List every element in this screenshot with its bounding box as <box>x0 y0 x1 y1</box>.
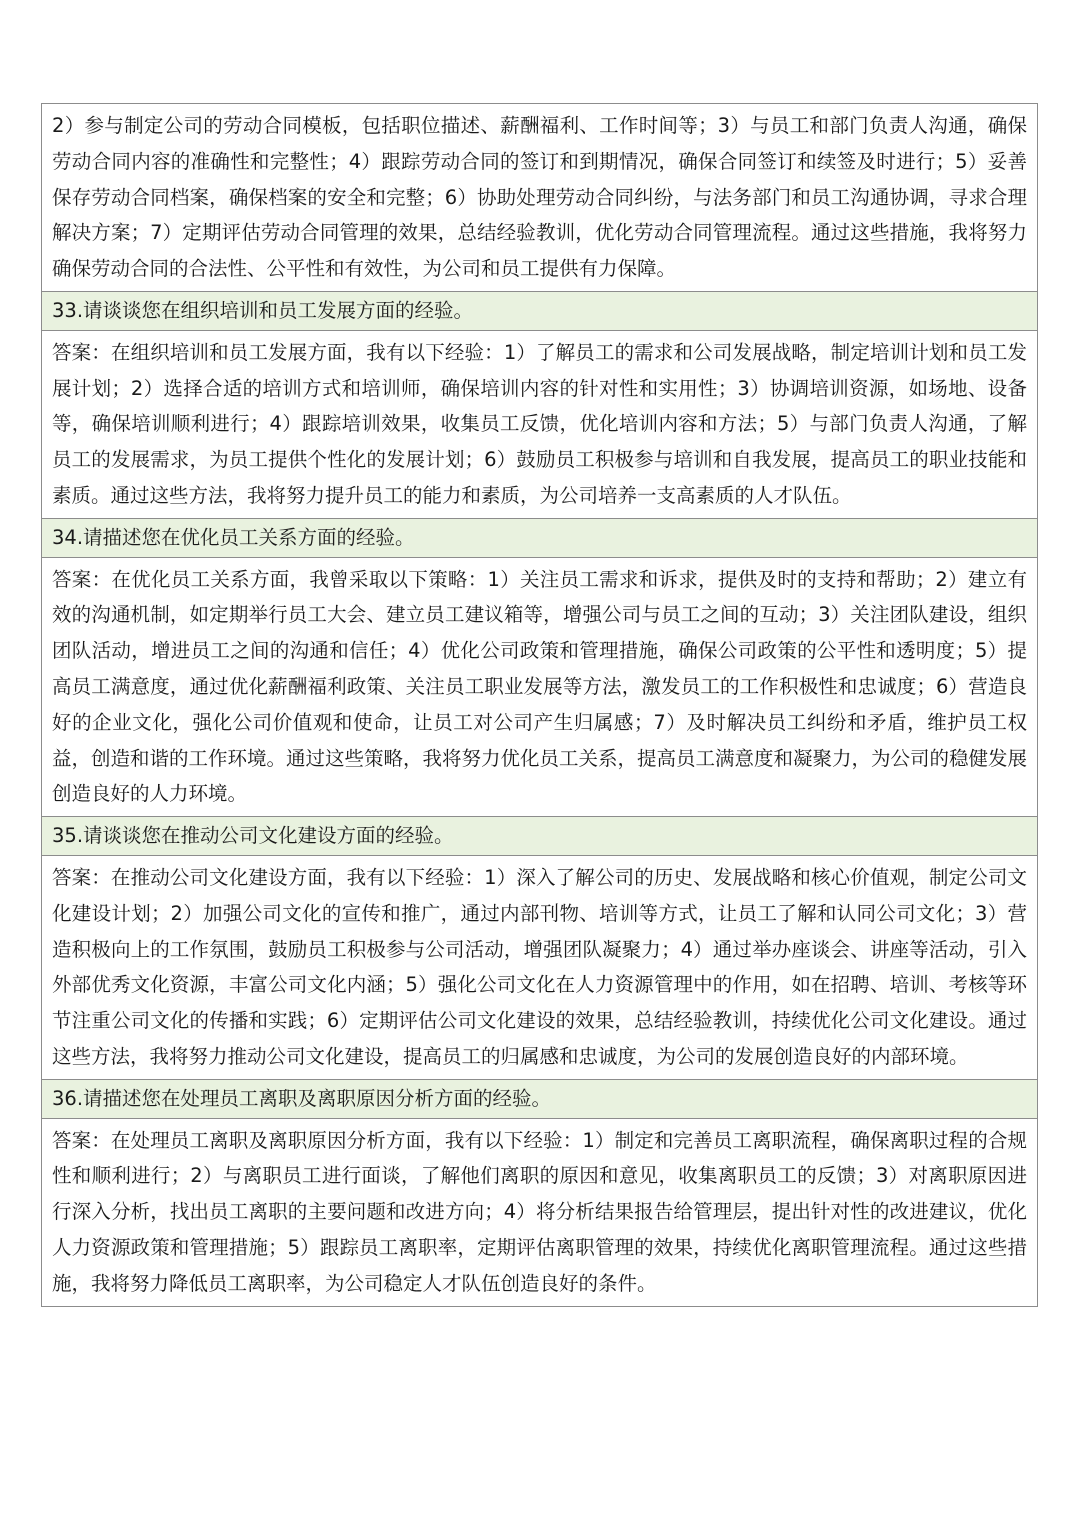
question-row-36 <box>42 1079 1038 1118</box>
qa-table <box>41 103 1038 1307</box>
answer-row-34 <box>42 557 1038 817</box>
question-text-35: 35.请谈谈您在推动公司文化建设方面的经验。 <box>42 817 1038 856</box>
question-row-35 <box>42 817 1038 856</box>
question-text-34: 34.请描述您在优化员工关系方面的经验。 <box>42 518 1038 557</box>
answer-text-32: 2）参与制定公司的劳动合同模板，包括职位描述、薪酬福利、工作时间等；3）与员工和部门负责人沟通，确保劳动合同内容的准确性和完整性；4）跟踪劳动合同的签订和到期情况，确保合同签订和续签及时进行；5）妥善保存劳动合同档案，确保档案的安全和完整；6）协助处理劳动合同纠纷，与法务部门和员工沟通协调，寻求合理解决方案；7）定期评估劳动合同管理的效果，总结经验教训，优化劳动合同管理流程。通过这些措施，我将努力确保劳动合同的合法性、公平性和有效性，为公司和员工提供有力保障。 <box>42 104 1038 292</box>
answer-row-35 <box>42 855 1038 1079</box>
answer-row-36 <box>42 1118 1038 1306</box>
answer-text-33: 答案：在组织培训和员工发展方面，我有以下经验：1）了解员工的需求和公司发展战略，制定培训计划和员工发展计划；2）选择合适的培训方式和培训师，确保培训内容的针对性和实用性；3）协调培训资源，如场地、设备等，确保培训顺利进行；4）跟踪培训效果，收集员工反馈，优化培训内容和方法；5）与部门负责人沟通，了解员工的发展需求，为员工提供个性化的发展计划；6）鼓励员工积极参与培训和自我发展，提高员工的职业技能和素质。通过这些方法，我将努力提升员工的能力和素质，为公司培养一支高素质的人才队伍。 <box>42 330 1038 518</box>
question-text-33: 33.请谈谈您在组织培训和员工发展方面的经验。 <box>42 291 1038 330</box>
answer-row-33 <box>42 330 1038 518</box>
answer-text-36: 答案：在处理员工离职及离职原因分析方面，我有以下经验：1）制定和完善员工离职流程，确保离职过程的合规性和顺利进行；2）与离职员工进行面谈，了解他们离职的原因和意见，收集离职员工的反馈；3）对离职原因进行深入分析，找出员工离职的主要问题和改进方向；4）将分析结果报告给管理层，提出针对性的改进建议，优化人力资源政策和管理措施；5）跟踪员工离职率，定期评估离职管理的效果，持续优化离职管理流程。通过这些措施，我将努力降低员工离职率，为公司稳定人才队伍创造良好的条件。 <box>42 1118 1038 1306</box>
answer-text-35: 答案：在推动公司文化建设方面，我有以下经验：1）深入了解公司的历史、发展战略和核心价值观，制定公司文化建设计划；2）加强公司文化的宣传和推广，通过内部刊物、培训等方式，让员工了解和认同公司文化；3）营造积极向上的工作氛围，鼓励员工积极参与公司活动，增强团队凝聚力；4）通过举办座谈会、讲座等活动，引入外部优秀文化资源，丰富公司文化内涵；5）强化公司文化在人力资源管理中的作用，如在招聘、培训、考核等环节注重公司文化的传播和实践；6）定期评估公司文化建设的效果，总结经验教训，持续优化公司文化建设。通过这些方法，我将努力推动公司文化建设，提高员工的归属感和忠诚度，为公司的发展创造良好的内部环境。 <box>42 855 1038 1079</box>
answer-text-34: 答案：在优化员工关系方面，我曾采取以下策略：1）关注员工需求和诉求，提供及时的支持和帮助；2）建立有效的沟通机制，如定期举行员工大会、建立员工建议箱等，增强公司与员工之间的互动；3）关注团队建设，组织团队活动，增进员工之间的沟通和信任；4）优化公司政策和管理措施，确保公司政策的公平性和透明度；5）提高员工满意度，通过优化薪酬福利政策、关注员工职业发展等方法，激发员工的工作积极性和忠诚度；6）营造良好的企业文化，强化公司价值观和使命，让员工对公司产生归属感；7）及时解决员工纠纷和矛盾，维护员工权益，创造和谐的工作环境。通过这些策略，我将努力优化员工关系，提高员工满意度和凝聚力，为公司的稳健发展创造良好的人力环境。 <box>42 557 1038 817</box>
answer-row-32 <box>42 104 1038 292</box>
question-text-36: 36.请描述您在处理员工离职及离职原因分析方面的经验。 <box>42 1079 1038 1118</box>
question-row-33 <box>42 291 1038 330</box>
question-row-34 <box>42 518 1038 557</box>
